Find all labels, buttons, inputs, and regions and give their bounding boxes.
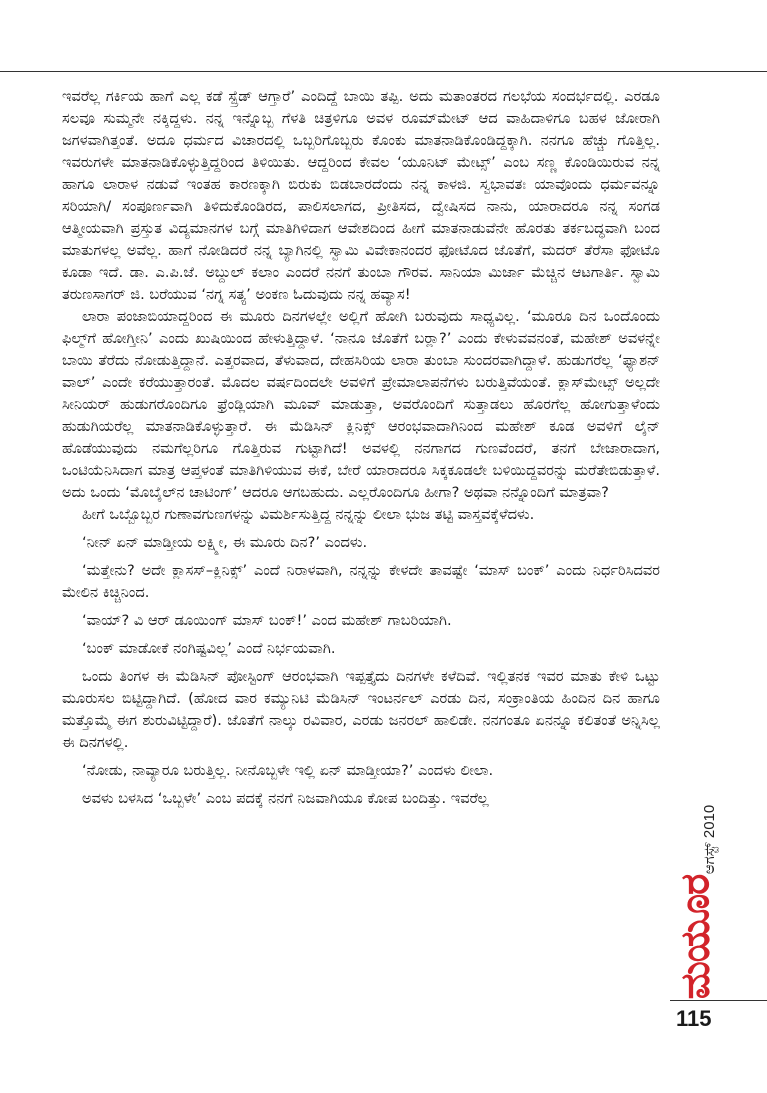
paragraph-1: ಇವರೆಲ್ಲ ಗರ್ಕಿಯ ಹಾಗೆ ಎಲ್ಲ ಕಡೆ ಸ್ಪ್ರೆಡ್ ಆಗ್ತಾರೆ’ ಎಂದಿದ್ದೆ ಬಾಯಿ ತಪ್ಪಿ. ಅದು ಮತಾಂತರದ ಗಲಭೆಯ ಸಂದರ್ಭದಲ್ಲಿ. ಎರಡೂ ಸಲವೂ ಸುಮ್ಮನೇ ನಕ್ಕಿದ್ದಳು. ನನ್ನ ಇನ್ನೊಬ್ಬ ಗೆಳತಿ ಚಿತ್ರಳಿಗೂ ಅವಳ ರೂಮ್‌ಮೇಟ್ ಆದ ವಾಹಿದಾಳಿಗೂ ಬಹಳ ಜೋರಾಗಿ ಜಗಳವಾಗಿತ್ತಂತೆ. ಅದೂ ಧರ್ಮದ ವಿಚಾರದಲ್ಲಿ ಒಬ್ಬರಿಗೊಬ್ಬರು ಕೊಂಕು ಮಾತನಾಡಿಕೊಂಡಿದ್ದಕ್ಕಾಗಿ. ನನಗೂ ಹೆಚ್ಚು ಗೊತ್ತಿಲ್ಲ. ಇವರುಗಳೇ ಮಾತನಾಡಿಕೊಳ್ಳುತ್ತಿದ್ದರಿಂದ ತಿಳಿಯಿತು. ಆದ್ದರಿಂದ ಕೇವಲ ‘ಯೂನಿಟ್ ಮೇಟ್ಸ್’ ಎಂಬ ಸಣ್ಣ ಕೊಂಡಿಯಿರುವ ನನ್ನ ಹಾಗೂ ಲಾರಾಳ ನಡುವೆ ಇಂತಹ ಕಾರಣಕ್ಕಾಗಿ ಬಿರುಕು ಬಿಡಬಾರದೆಂದು ನನ್ನ ಕಾಳಜಿ. ಸ್ವಭಾವತಃ ಯಾವೊಂದು ಧರ್ಮವನ್ನೂ ಸರಿಯಾಗಿ/ ಸಂಪೂರ್ಣವಾಗಿ ತಿಳಿದುಕೊಂಡಿರದ, ಪಾಲಿಸಲಾಗದ, ಪ್ರೀತಿಸದ, ದ್ವೇಷಿಸದ ನಾನು, ಯಾರಾದರೂ ನನ್ನ ಸಂಗಡ ಆತ್ಮೀಯವಾಗಿ ಪ್ರಸ್ತುತ ವಿದ್ಯಮಾನಗಳ ಬಗ್ಗೆ ಮಾತಿಗಿಳಿದಾಗ ಆವೇಶದಿಂದ ಹೀಗೆ ಮಾತನಾಡುವೆನೇ ಹೊರತು ತರ್ಕಬದ್ಧವಾಗಿ ಬಂದ ಮಾತುಗಳಲ್ಲ ಅವೆಲ್ಲ. ಹಾಗೆ ನೋಡಿದರೆ ನನ್ನ ಬ್ಯಾಗಿನಲ್ಲಿ ಸ್ವಾಮಿ ವಿವೇಕಾನಂದರ ಫೋಟೊದ ಜೊತೆಗೆ, ಮದರ್ ತೆರೆಸಾ ಫೋಟೊ ಕೂಡಾ ಇದೆ. ಡಾ. ಎ.ಪಿ.ಜೆ. ಅಬ್ದುಲ್ ಕಲಾಂ ಎಂದರೆ ನನಗೆ ತುಂಬಾ ಗೌರವ. ಸಾನಿಯಾ ಮಿರ್ಜಾ ಮೆಚ್ಚಿನ ಆಟಗಾರ್ತಿ. ಸ್ವಾಮಿ ತರುಣಸಾಗರ್ ಜಿ. ಬರೆಯುವ ‘ನಗ್ನ ಸತ್ಯ’ ಅಂಕಣ ಓದುವುದು ನನ್ನ ಹವ್ಯಾಸ!	[62, 88, 660, 303]
magazine-brand-text: ಮಯೂರ	[672, 874, 718, 1000]
paragraph-10: ಅವಳು ಬಳಸಿದ ‘ಒಬ್ಬಳೇ’ ಎಂಬ ಪದಕ್ಕೆ ನನಗೆ ನಿಜವಾಗಿಯೂ ಕೋಪ ಬಂದಿತ್ತು. ಇವರೆಲ್ಲ	[82, 790, 489, 807]
magazine-brand	[668, 874, 722, 1000]
issue-date-text: ಆಗಸ್ಟ್ 2010	[701, 804, 719, 874]
footer-rule	[670, 1000, 767, 1001]
header-rule	[0, 71, 767, 72]
paragraph-4: ‘ನೀನ್ ಏನ್ ಮಾಡ್ತೀಯ ಲಕ್ಷ್ಮೀ, ಈ ಮೂರು ದಿನ?’ ಎಂದಳು.	[82, 534, 368, 551]
page-number: 115	[676, 1006, 712, 1031]
article-body	[62, 86, 660, 810]
paragraph-8: ಒಂದು ತಿಂಗಳ ಈ ಮೆಡಿಸಿನ್ ಪೋಸ್ಟಿಂಗ್ ಆರಂಭವಾಗಿ ಇಪ್ಪತ್ತೈದು ದಿನಗಳೇ ಕಳೆದಿವೆ. ಇಲ್ಲಿತನಕ ಇವರ ಮಾತು ಕೇಳಿ ಒಟ್ಟು ಮೂರುಸಲ ಬಿಟ್ಟಿದ್ದಾಗಿದೆ. (ಹೋದ ವಾರ ಕಮ್ಯುನಿಟಿ ಮೆಡಿಸಿನ್ ಇಂಟರ್ನಲ್ ಎರಡು ದಿನ, ಸಂಕ್ರಾಂತಿಯ ಹಿಂದಿನ ದಿನ ಹಾಗೂ ಮತ್ತೊಮ್ಮೆ ಈಗ ಶುರುವಿಟ್ಟಿದ್ದಾರೆ). ಜೊತೆಗೆ ನಾಲ್ಕು ರವಿವಾರ, ಎರಡು ಜನರಲ್ ಹಾಲಿಡೇ. ನನಗಂತೂ ಏನನ್ನೂ ಕಲಿತಂತೆ ಅನ್ನಿಸಿಲ್ಲ ಈ ದಿನಗಳಲ್ಲಿ.	[62, 668, 660, 751]
paragraph-3: ಹೀಗೆ ಒಬ್ಬೊಬ್ಬರ ಗುಣಾವಗುಣಗಳನ್ನು ವಿಮರ್ಶಿಸುತ್ತಿದ್ದ ನನ್ನನ್ನು ಲೀಲಾ ಭುಜ ತಟ್ಟಿ ವಾಸ್ತವಕ್ಕೆಳೆದಳು.	[82, 506, 535, 523]
paragraph-9: ‘ನೋಡು, ನಾವ್ಯಾರೂ ಬರುತ್ತಿಲ್ಲ. ನೀನೊಬ್ಬಳೇ ಇಲ್ಲಿ ಏನ್ ಮಾಡ್ತೀಯಾ?’ ಎಂದಳು ಲೀಲಾ.	[82, 762, 494, 779]
issue-date	[690, 800, 730, 878]
paragraph-7: ‘ಬಂಕ್ ಮಾಡೋಕೆ ನಂಗಿಷ್ಟವಿಲ್ಲ’ ಎಂದೆ ನಿರ್ಭಯವಾಗಿ.	[82, 640, 336, 657]
paragraph-2: ಲಾರಾ ಪಂಜಾಬಿಯಾದ್ದರಿಂದ ಈ ಮೂರು ದಿನಗಳಲ್ಲೇ ಅಲ್ಲಿಗೆ ಹೋಗಿ ಬರುವುದು ಸಾಧ್ಯವಿಲ್ಲ. ‘ಮೂರೂ ದಿನ ಒಂದೊಂದು ಫಿಲ್ಮ್‌ಗೆ ಹೋಗ್ತೀನಿ’ ಎಂದು ಖುಷಿಯಿಂದ ಹೇಳುತ್ತಿದ್ದಾಳೆ. ‘ನಾನೂ ಜೊತೆಗೆ ಬರ್‍ಲಾ?’ ಎಂದು ಕೇಳುವವನಂತೆ, ಮಹೇಶ್ ಅವಳನ್ನೇ ಬಾಯಿ ತೆರೆದು ನೋಡುತ್ತಿದ್ದಾನೆ. ಎತ್ತರವಾದ, ತೆಳುವಾದ, ದೇಹಸಿರಿಯ ಲಾರಾ ತುಂಬಾ ಸುಂದರವಾಗಿದ್ದಾಳೆ. ಹುಡುಗರೆಲ್ಲ ‘ಫ್ಯಾಶನ್ ವಾಲ್’ ಎಂದೇ ಕರೆಯುತ್ತಾರಂತೆ. ಮೊದಲ ವರ್ಷದಿಂದಲೇ ಅವಳಿಗೆ ಪ್ರೇಮಾಲಾಪನೆಗಳು ಬರುತ್ತಿವೆಯಂತೆ. ಕ್ಲಾಸ್‌ಮೇಟ್ಸ್ ಅಲ್ಲದೇ ಸೀನಿಯರ್ ಹುಡುಗರೊಂದಿಗೂ ಫ್ರೆಂಡ್ಲಿಯಾಗಿ ಮೂವ್ ಮಾಡುತ್ತಾ, ಅವರೊಂದಿಗೆ ಸುತ್ತಾಡಲು ಹೊರಗೆಲ್ಲ ಹೋಗುತ್ತಾಳೆಂದು ಹುಡುಗಿಯರೆಲ್ಲ ಮಾತನಾಡಿಕೊಳ್ಳುತ್ತಾರೆ. ಈ ಮೆಡಿಸಿನ್ ಕ್ಲಿನಿಕ್ಸ್ ಆರಂಭವಾದಾಗಿನಿಂದ ಮಹೇಶ್ ಕೂಡ ಅವಳಿಗೆ ಲೈನ್ ಹೊಡೆಯುವುದು ನಮಗೆಲ್ಲರಿಗೂ ಗೊತ್ತಿರುವ ಗುಟ್ಟಾಗಿದೆ! ಅವಳಲ್ಲಿ ನನಗಾಗದ ಗುಣವೆಂದರೆ, ತನಗೆ ಬೇಜಾರಾದಾಗ, ಒಂಟಿಯೆನಿಸಿದಾಗ ಮಾತ್ರ ಆಪ್ತಳಂತೆ ಮಾತಿಗಿಳಿಯುವ ಈಕೆ, ಬೇರೆ ಯಾರಾದರೂ ಸಿಕ್ಕಕೂಡಲೇ ಬಳಿಯಿದ್ದವರನ್ನು ಮರೆತೇಬಿಡುತ್ತಾಳೆ. ಅದು ಒಂದು ‘ಮೊಬೈಲ್‌ನ ಚಾಟಿಂಗ್’ ಆದರೂ ಆಗಬಹುದು. ಎಲ್ಲರೊಂದಿಗೂ ಹೀಗಾ? ಅಥವಾ ನನ್ನೊಂದಿಗೆ ಮಾತ್ರವಾ?	[62, 308, 660, 501]
paragraph-6: ‘ವಾಯ್? ವಿ ಆರ್ ಡೂಯಿಂಗ್ ಮಾಸ್ ಬಂಕ್!’ ಎಂದ ಮಹೇಶ್ ಗಾಬರಿಯಾಗಿ.	[82, 612, 452, 629]
paragraph-5: ‘ಮತ್ತೇನು? ಅದೇ ಕ್ಲಾಸಸ್–ಕ್ಲಿನಿಕ್ಸ್’ ಎಂದೆ ನಿರಾಳವಾಗಿ, ನನ್ನನ್ನು ಕೇಳದೇ ತಾವಷ್ಟೇ ‘ಮಾಸ್ ಬಂಕ್’ ಎಂದು ನಿರ್ಧರಿಸಿದವರ ಮೇಲಿನ ಕಿಚ್ಚಿನಿಂದ.	[62, 562, 660, 601]
